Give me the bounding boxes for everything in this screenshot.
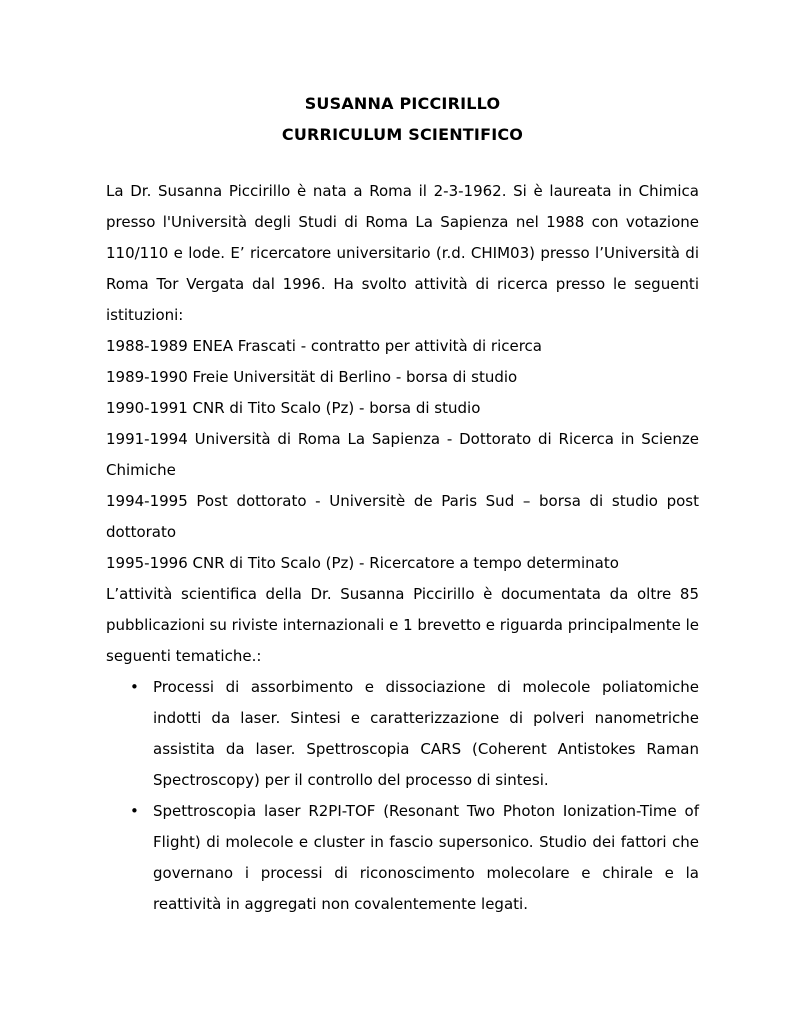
position-line: 1994-1995 Post dottorato - Universitè de Paris Sud – borsa di studio post dottorato (106, 492, 699, 541)
topic-text: Processi di assorbimento e dissociazione di molecole poliatomiche indotti da laser. Sintesi e caratterizzazione di polveri nanometriche assistita da laser. Spettroscopia CARS (Coherent Antistokes Raman Spectroscopy) per il controllo del processo di sintesi. (153, 678, 699, 789)
topic-item (106, 672, 699, 796)
title-block (106, 88, 699, 150)
position-line: 1991-1994 Università di Roma La Sapienza - Dottorato di Ricerca in Scienze Chimiche (106, 430, 699, 479)
topic-item (106, 796, 699, 920)
topic-text: Spettroscopia laser R2PI-TOF (Resonant Two Photon Ionization-Time of Flight) di molecole e cluster in fascio supersonico. Studio dei fattori che governano i processi di riconoscimento molecolare e chirale e la reattività in aggregati non covalentemente legati. (153, 802, 699, 913)
bullet-icon: • (130, 678, 139, 696)
position-line: 1990-1991 CNR di Tito Scalo (Pz) - borsa di studio (106, 399, 481, 417)
position-line: 1995-1996 CNR di Tito Scalo (Pz) - Ricercatore a tempo determinato (106, 554, 619, 572)
topic-list (106, 672, 699, 920)
document-page (106, 88, 699, 920)
document-title: CURRICULUM SCIENTIFICO (281, 125, 524, 144)
position-line: 1988-1989 ENEA Frascati - contratto per attività di ricerca (106, 337, 542, 355)
bullet-icon: • (130, 802, 139, 820)
intro-paragraph: La Dr. Susanna Piccirillo è nata a Roma il 2-3-1962. Si è laureata in Chimica presso l'Università degli Studi di Roma La Sapienza nel 1988 con votazione 110/110 e lode. E’ ricercatore universitario (r.d. CHIM03) presso l’Università di Roma Tor Vergata dal 1996. Ha svolto attività di ricerca presso le seguenti istituzioni: (106, 182, 699, 324)
author-name: SUSANNA PICCIRILLO (304, 94, 501, 113)
summary-paragraph: L’attività scientifica della Dr. Susanna Piccirillo è documentata da oltre 85 pubblicazioni su riviste internazionali e 1 brevetto e riguarda principalmente le seguenti tematiche.: (106, 585, 699, 665)
position-line: 1989-1990 Freie Universität di Berlino - borsa di studio (106, 368, 518, 386)
